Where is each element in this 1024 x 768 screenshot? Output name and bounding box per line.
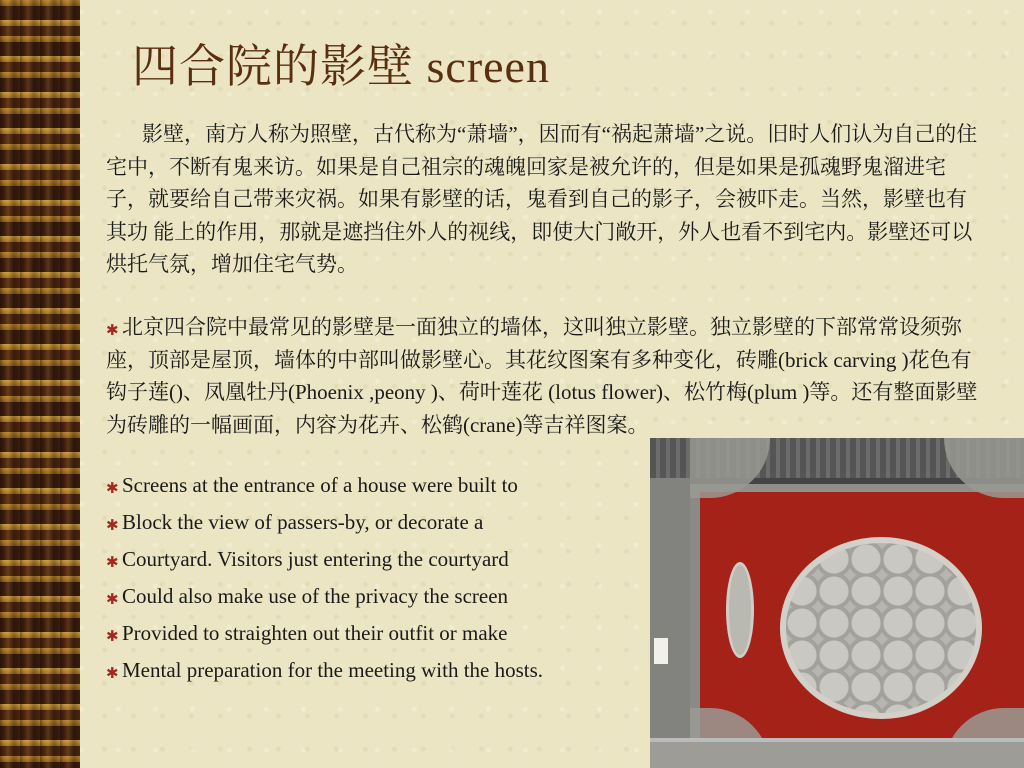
list-item: ✱ Courtyard. Visitors just entering the courtyard [106,547,509,571]
red-screen-wall [690,484,1024,752]
asterisk-bullet-icon: ✱ [106,666,119,682]
list-item: ✱ Provided to straighten out their outfit or make [106,621,508,645]
wall-sign [654,638,668,664]
list-item: ✱ Screens at the entrance of a house were built to [106,473,518,497]
asterisk-bullet-icon: ✱ [106,323,119,339]
list-item: ✱ Mental preparation for the meeting with the hosts. [106,658,544,682]
paragraph-intro: 影壁，南方人称为照壁，古代称为“萧墙”，因而有“祸起萧墙”之说。旧时人们认为自己的住宅中，不断有鬼来访。如果是自己祖宗的魂魄回家是被允许的，但是如果是孤魂野鬼溜进宅子，就要给自己带来灾祸。如果有影壁的话，鬼看到自己的影子，会被吓走。当然，影壁也有其功 能上的作用，那就是遮挡住外人的视线，即使大门敞开，外人也看不到宅内。影壁还可以烘托气氛，增加住宅气势。 [106,122,978,276]
asterisk-bullet-icon: ✱ [106,555,119,571]
screen-wall-photo [650,438,1024,768]
stone-base [650,738,1024,768]
decorative-border-strip [0,0,80,768]
paragraph-beijing-text: 北京四合院中最常见的影壁是一面独立的墙体，这叫独立影壁。独立影壁的下部常常设须弥座，顶部是屋顶，墙体的中部叫做影壁心。其花纹图案有多种变化，砖雕(brick carving )花色有钩子莲()、凤凰牡丹(Phoenix ,peony )、荷叶莲花 (lotus flower)、松竹梅(plum )等。还有整面影壁为砖雕的一幅画面，内容为花卉、松鹤(crane)等吉祥图案。 [106,315,978,437]
carved-medallion [780,537,982,719]
paragraph-beijing [106,311,982,441]
list-item: ✱ Could also make use of the privacy the screen [106,584,509,608]
slide-title: 四合院的影壁 screen [132,41,550,92]
list-item: ✱ Block the view of passers-by, or decorate a [106,510,484,534]
asterisk-bullet-icon: ✱ [106,629,119,645]
asterisk-bullet-icon: ✱ [106,518,119,534]
wall-post [650,478,690,748]
asterisk-bullet-icon: ✱ [106,481,119,497]
bullet-list [106,467,666,689]
carved-side-oval [726,562,754,658]
asterisk-bullet-icon: ✱ [106,592,119,608]
